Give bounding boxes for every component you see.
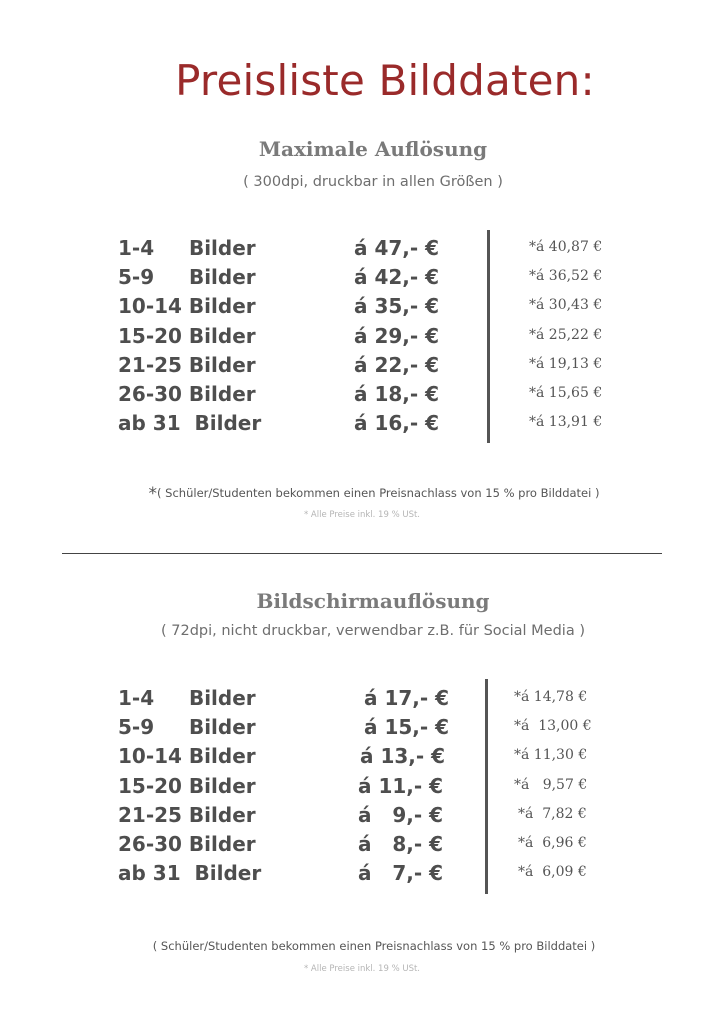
net-price: *á 13,00 € (514, 718, 592, 735)
net-price: *á 40,87 € (529, 239, 603, 255)
table-row (118, 294, 638, 323)
gross-price: á 7,- € (358, 861, 444, 886)
tax-note: * Alle Preise inkl. 19 % USt. (303, 510, 421, 520)
table-row (118, 382, 638, 411)
table-row (118, 861, 638, 890)
discount-note (0, 484, 724, 504)
net-price: *á 9,57 € (514, 776, 588, 793)
gross-price: á 9,- € (358, 802, 444, 827)
section-subtitle-max-resolution: ( 300dpi, druckbar in allen Größen ) (243, 174, 503, 190)
column-divider (485, 679, 488, 894)
table-row (118, 353, 638, 382)
gross-price: á 35,- € (354, 294, 440, 319)
table-row (118, 803, 638, 832)
gross-price: á 16,- € (354, 411, 440, 436)
gross-price: á 18,- € (354, 381, 440, 406)
page-title: Preisliste Bilddaten: (175, 56, 595, 105)
note-asterisk: * (148, 484, 158, 504)
net-price: *á 13,91 € (529, 414, 603, 431)
quantity-label: 5-9 Bilder (118, 265, 256, 290)
gross-price: á 29,- € (354, 323, 440, 348)
section-divider (62, 553, 662, 554)
net-price: *á 14,78 € (514, 689, 588, 705)
gross-price: á 8,- € (358, 831, 444, 856)
quantity-label: ab 31 Bilder (118, 411, 262, 436)
quantity-label: 10-14 Bilder (118, 744, 256, 769)
table-row (118, 832, 638, 861)
gross-price: á 17,- € (364, 686, 450, 710)
net-price: *á 25,22 € (529, 326, 603, 343)
net-price: *á 11,30 € (514, 747, 588, 764)
net-price: *á 6,96 € (518, 834, 587, 851)
quantity-label: 1-4 Bilder (118, 686, 256, 710)
net-price: *á 7,82 € (518, 805, 587, 822)
quantity-label: 15-20 Bilder (118, 773, 256, 798)
net-price: *á 15,65 € (529, 384, 603, 401)
price-table-screen-resolution (118, 686, 638, 890)
table-row (118, 686, 638, 715)
net-price: *á 19,13 € (529, 355, 603, 372)
quantity-label: ab 31 Bilder (118, 861, 262, 886)
column-divider (487, 230, 490, 443)
quantity-label: 1-4 Bilder (118, 236, 256, 260)
quantity-label: 21-25 Bilder (118, 802, 256, 827)
gross-price: á 13,- € (360, 744, 446, 769)
tax-note: * Alle Preise inkl. 19 % USt. (303, 964, 421, 974)
net-price: *á 30,43 € (529, 297, 603, 314)
table-row (118, 265, 638, 294)
quantity-label: 15-20 Bilder (118, 323, 256, 348)
gross-price: á 47,- € (354, 236, 440, 260)
gross-price: á 11,- € (358, 773, 444, 798)
table-row (118, 774, 638, 803)
gross-price: á 15,- € (364, 715, 450, 740)
section-title-screen-resolution: Bildschirmauflösung (256, 589, 490, 613)
quantity-label: 26-30 Bilder (118, 831, 256, 856)
price-table-max-resolution (118, 236, 638, 440)
quantity-label: 21-25 Bilder (118, 352, 256, 377)
quantity-label: 10-14 Bilder (118, 294, 256, 319)
table-row (118, 715, 638, 744)
table-row (118, 411, 638, 440)
discount-note-text: ( Schüler/Studenten bekommen einen Preisnachlass von 15 % pro Bilddatei ) (157, 486, 600, 500)
quantity-label: 5-9 Bilder (118, 715, 256, 740)
section-title-max-resolution: Maximale Auflösung (258, 137, 488, 161)
table-row (118, 324, 638, 353)
quantity-label: 26-30 Bilder (118, 381, 256, 406)
table-row (118, 236, 638, 265)
gross-price: á 22,- € (354, 352, 440, 377)
gross-price: á 42,- € (354, 265, 440, 290)
section-subtitle-screen-resolution: ( 72dpi, nicht druckbar, verwendbar z.B. für Social Media ) (160, 623, 585, 639)
net-price: *á 36,52 € (529, 268, 603, 285)
table-row (118, 744, 638, 773)
discount-note: ( Schüler/Studenten bekommen einen Preisnachlass von 15 % pro Bilddatei ) (152, 939, 596, 953)
net-price: *á 6,09 € (518, 864, 587, 881)
